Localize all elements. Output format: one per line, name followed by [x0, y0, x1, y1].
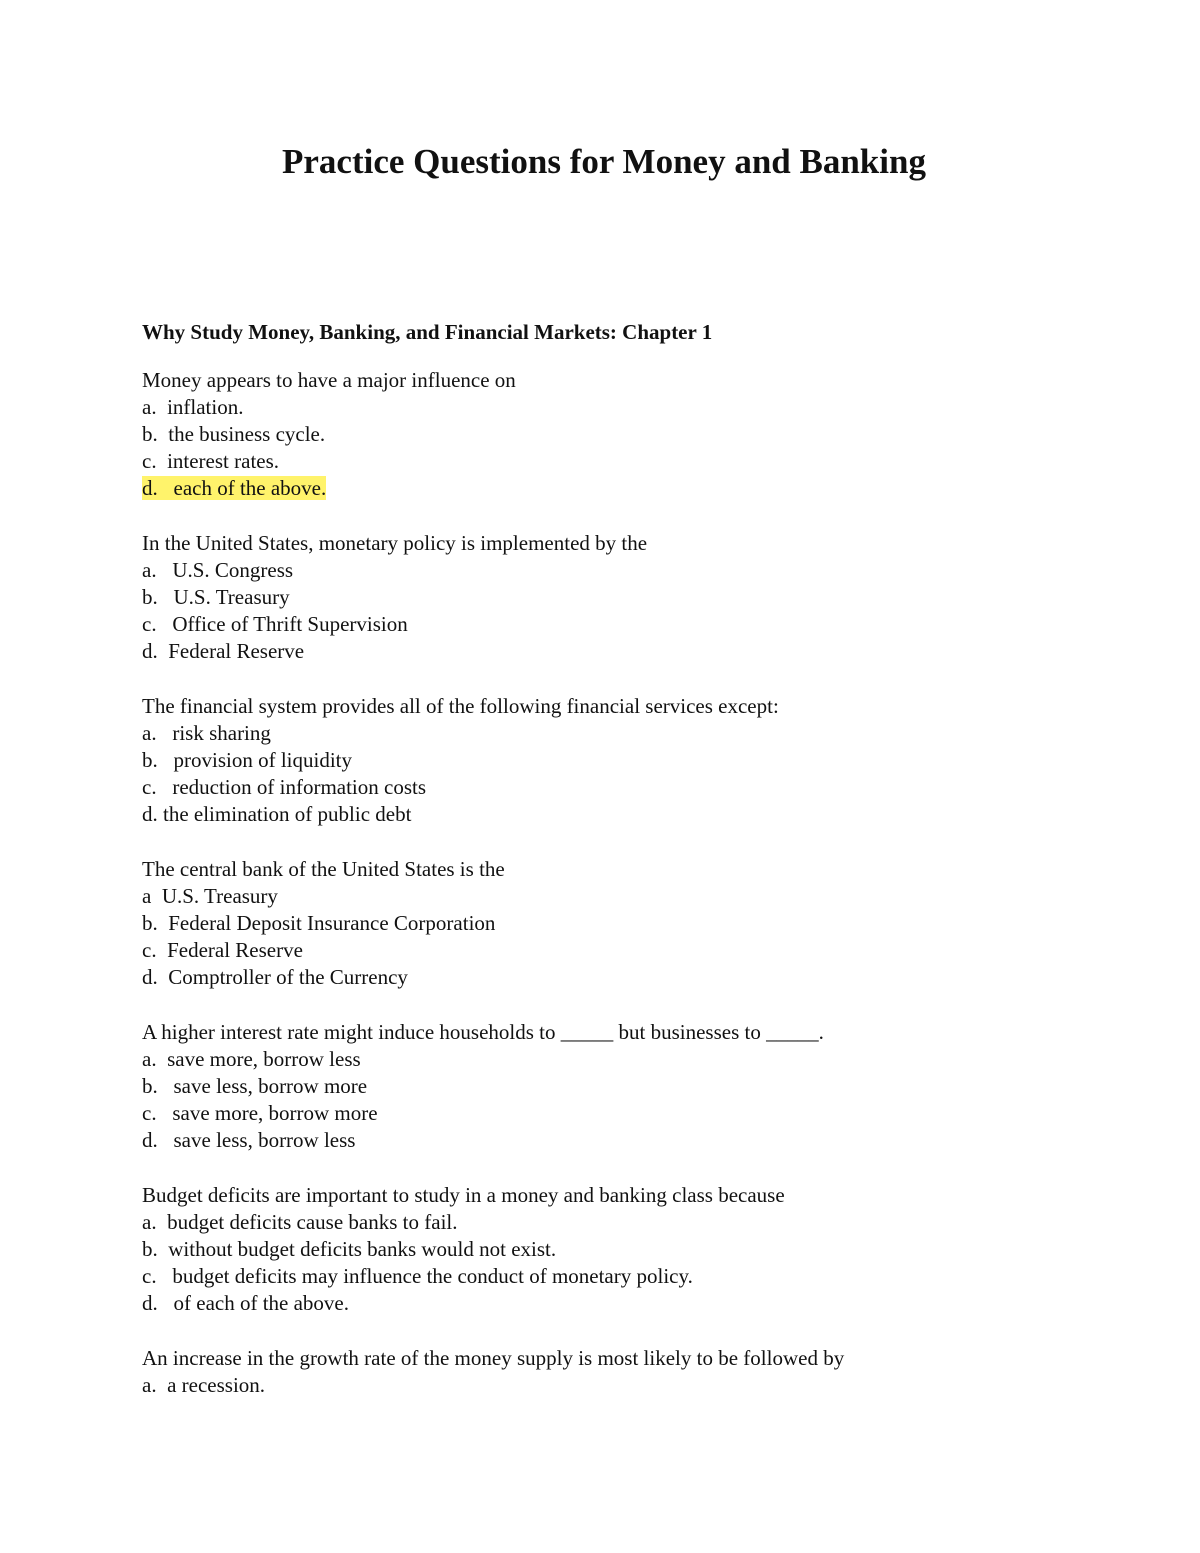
section-heading: Why Study Money, Banking, and Financial Markets: Chapter 1 — [142, 320, 713, 344]
answer-option — [142, 448, 1042, 475]
answer-option-text: c. Federal Reserve — [142, 938, 303, 962]
answer-option — [142, 584, 1042, 611]
question-item — [142, 367, 1042, 502]
question-stem: In the United States, monetary policy is implemented by the — [142, 531, 648, 555]
answer-option — [142, 774, 1042, 801]
answer-option-text: b. the business cycle. — [142, 422, 326, 446]
question-item — [142, 1019, 1042, 1154]
answer-option — [142, 747, 1042, 774]
answer-option-text: c. interest rates. — [142, 449, 280, 473]
answer-option — [142, 1236, 1042, 1263]
question-list — [142, 367, 1042, 1427]
question-stem: Money appears to have a major influence on — [142, 368, 516, 392]
answer-option-text: a. U.S. Congress — [142, 558, 294, 582]
question-item — [142, 1345, 1042, 1399]
answer-option-text: b. provision of liquidity — [142, 748, 352, 772]
question-stem: The central bank of the United States is the — [142, 857, 505, 881]
answer-option-text: d. the elimination of public debt — [142, 802, 412, 826]
answer-option-text: c. reduction of information costs — [142, 775, 427, 799]
answer-option-text: a. a recession. — [142, 1373, 266, 1397]
answer-option — [142, 1073, 1042, 1100]
answer-option-text: d. Comptroller of the Currency — [142, 965, 408, 989]
answer-option-text: a U.S. Treasury — [142, 884, 278, 908]
question-item — [142, 530, 1042, 665]
answer-option-text: a. risk sharing — [142, 721, 271, 745]
answer-option — [142, 394, 1042, 421]
answer-option-text: c. budget deficits may influence the conduct of monetary policy. — [142, 1264, 693, 1288]
highlighted-answer-text: d. each of the above. — [142, 476, 327, 500]
answer-option — [142, 937, 1042, 964]
question-item — [142, 856, 1042, 991]
answer-option-text: d. save less, borrow less — [142, 1128, 356, 1152]
answer-option-text: d. of each of the above. — [142, 1291, 349, 1315]
answer-option-text: d. Federal Reserve — [142, 639, 305, 663]
answer-option — [142, 475, 1042, 502]
question-stem: An increase in the growth rate of the money supply is most likely to be followed by — [142, 1346, 845, 1370]
question-stem: The financial system provides all of the following financial services except: — [142, 694, 779, 718]
answer-option — [142, 1290, 1042, 1317]
answer-option — [142, 1127, 1042, 1154]
document-title: Practice Questions for Money and Banking — [282, 142, 926, 181]
answer-option-text: a. save more, borrow less — [142, 1047, 361, 1071]
question-stem: A higher interest rate might induce households to _____ but businesses to _____. — [142, 1020, 824, 1044]
answer-option-text: c. Office of Thrift Supervision — [142, 612, 408, 636]
answer-option — [142, 1046, 1042, 1073]
answer-option — [142, 421, 1042, 448]
question-item — [142, 693, 1042, 828]
answer-option-text: c. save more, borrow more — [142, 1101, 378, 1125]
answer-option — [142, 964, 1042, 991]
answer-option-text: a. budget deficits cause banks to fail. — [142, 1210, 458, 1234]
answer-option — [142, 883, 1042, 910]
question-item — [142, 1182, 1042, 1317]
answer-option — [142, 1100, 1042, 1127]
answer-option — [142, 611, 1042, 638]
answer-option — [142, 638, 1042, 665]
answer-option-text: b. without budget deficits banks would not exist. — [142, 1237, 557, 1261]
question-stem: Budget deficits are important to study in a money and banking class because — [142, 1183, 785, 1207]
answer-option-text: b. save less, borrow more — [142, 1074, 368, 1098]
answer-option — [142, 910, 1042, 937]
answer-option-text: a. inflation. — [142, 395, 244, 419]
answer-option — [142, 1372, 1042, 1399]
answer-option-text: b. Federal Deposit Insurance Corporation — [142, 911, 496, 935]
answer-option — [142, 1209, 1042, 1236]
answer-option — [142, 1263, 1042, 1290]
answer-option — [142, 557, 1042, 584]
answer-option-text: b. U.S. Treasury — [142, 585, 290, 609]
answer-option — [142, 801, 1042, 828]
answer-option — [142, 720, 1042, 747]
